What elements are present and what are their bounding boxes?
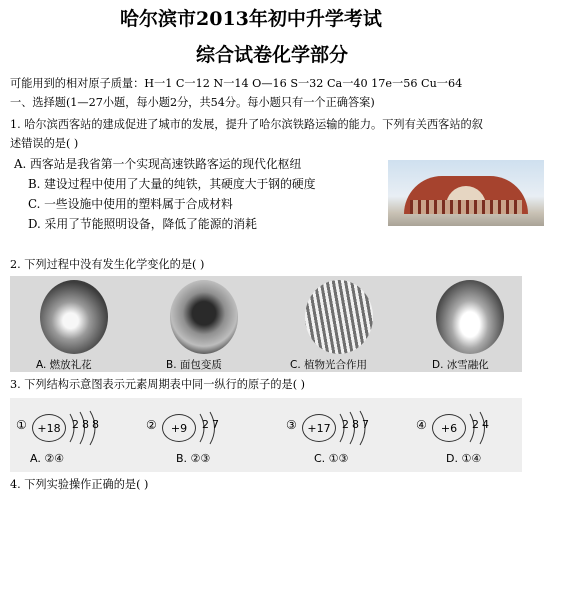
caption-d: D. 冰雪融化 [432, 359, 489, 371]
atom-diagram [416, 408, 528, 448]
atom-diagram [16, 408, 128, 448]
exam-subtitle: 综合试卷化学部分 [196, 44, 349, 66]
caption-b: B. 面包变质 [166, 359, 222, 371]
atom-index: ① [16, 418, 27, 432]
q3-stem: 3. 下列结构示意图表示元素周期表中同一纵行的原子的是( ) [10, 378, 306, 391]
q1-option-a: A. 西客站是我省第一个实现高速铁路客运的现代化枢纽 [14, 157, 302, 171]
q1-stem-line1: 1. 哈尔滨西客站的建成促进了城市的发展，提升了哈尔滨铁路运输的能力。下列有关西客站的叙 [10, 118, 483, 131]
q3-diagram-strip [10, 398, 522, 472]
q2-stem: 2. 下列过程中没有发生化学变化的是( ) [10, 258, 205, 271]
q1-stem-line2: 述错误的是( ) [10, 137, 79, 150]
station-columns [410, 200, 522, 214]
caption-a: A. 燃放礼花 [36, 359, 92, 371]
melting-snow-image [436, 280, 504, 354]
plant-photosynthesis-image [305, 280, 373, 354]
atom-diagram [286, 408, 398, 448]
atom-shells: 24 [472, 418, 492, 431]
atom-nucleus: +6 [432, 414, 466, 442]
atom-shells: 27 [202, 418, 222, 431]
atom-index: ④ [416, 418, 427, 432]
moldy-bread-image [170, 280, 238, 354]
atom-diagram [146, 408, 258, 448]
atomic-masses: 可能用到的相对原子质量：H一1 C一12 N一14 O—16 S一32 Ca一40 17e一56 Cu一64 [10, 77, 463, 90]
q1-option-c: C. 一些设施中使用的塑料属于合成材料 [28, 197, 233, 211]
fireworks-image [40, 280, 108, 354]
section-intro: 一、选择题(1—27小题，每小题2分，共54分。每小题只有一个正确答案) [10, 96, 375, 109]
electron-shells-icon [462, 408, 522, 448]
q3-answer-d: D. ①④ [446, 452, 482, 465]
atom-nucleus: +9 [162, 414, 196, 442]
atom-nucleus: +18 [32, 414, 66, 442]
atom-nucleus: +17 [302, 414, 336, 442]
atom-shells: 287 [342, 418, 372, 431]
atom-index: ③ [286, 418, 297, 432]
q3-answer-b: B. ②③ [176, 452, 211, 465]
caption-c: C. 植物光合作用 [290, 359, 368, 371]
electron-shells-icon [192, 408, 252, 448]
q3-answer-a: A. ②④ [30, 452, 65, 465]
atom-index: ② [146, 418, 157, 432]
q1-option-d: D. 采用了节能照明设备，降低了能源的消耗 [28, 217, 257, 231]
q3-answer-c: C. ①③ [314, 452, 349, 465]
west-station-photo [388, 160, 544, 226]
q4-stem: 4. 下列实验操作正确的是( ) [10, 478, 149, 491]
q2-image-strip [10, 276, 522, 372]
atom-shells: 288 [72, 418, 102, 431]
exam-title: 哈尔滨市2013年初中升学考试 [120, 8, 382, 30]
q1-option-b: B. 建设过程中使用了大量的纯铁，其硬度大于钢的硬度 [28, 177, 316, 191]
